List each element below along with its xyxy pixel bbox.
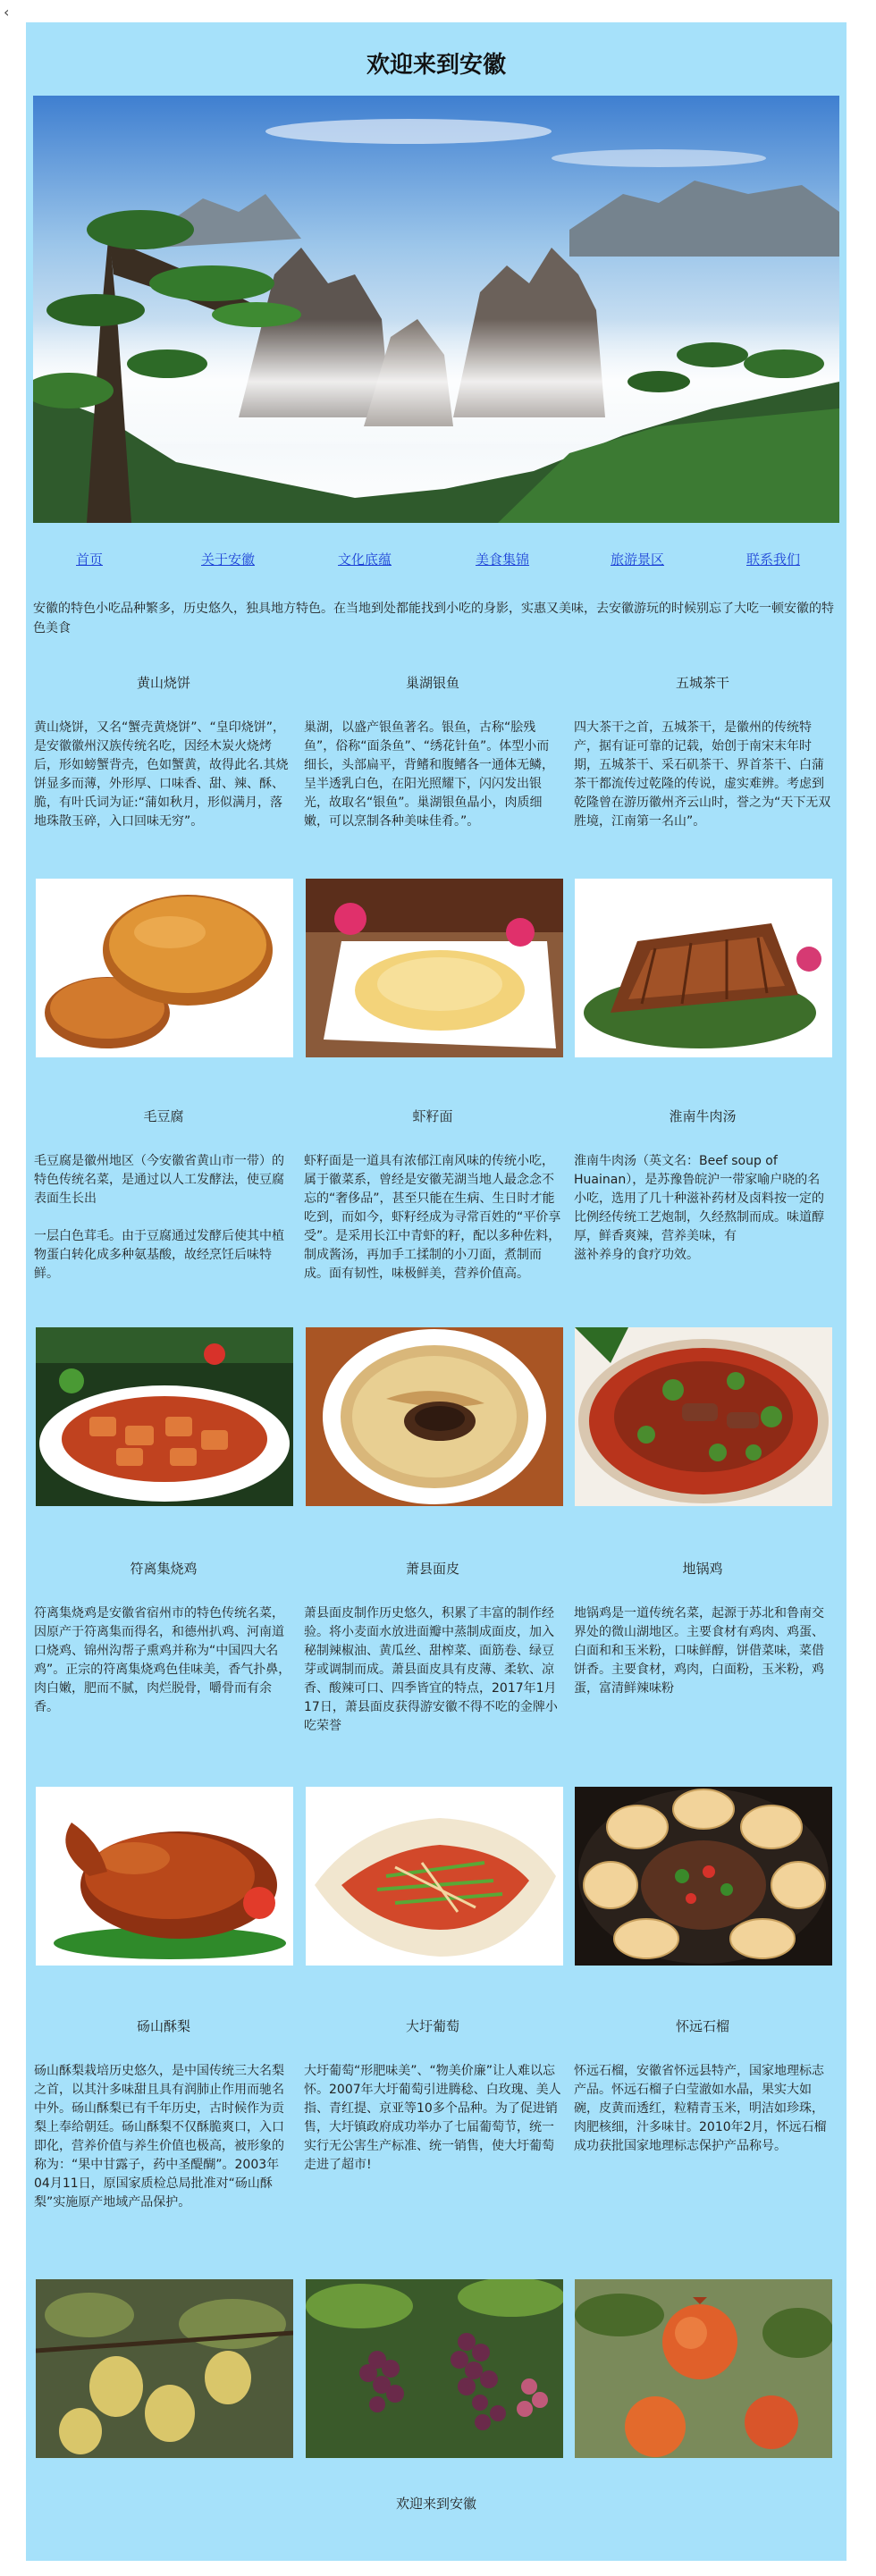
- food-description: 大圩葡萄“形肥味美”、“物美价廉”让人难以忘怀。2007年大圩葡萄引进腾稔、白玫瑰、美人指、青红提、京亚等10多个品种。为了促进销售，大圩镇政府成功举办了七届葡萄节，统一实行无公害生产标准、统一销售，使大圩葡萄走进了超市!: [304, 2064, 561, 2172]
- nav-link-about-anhui[interactable]: 关于安徽: [201, 551, 256, 568]
- food-description: 黄山烧饼，又名“蟹壳黄烧饼”、“皇印烧饼”，是安徽徽州汉族传统名吃，因经木炭火烧烤后，形如螃蟹背壳，色如蟹黄，故得此名.其烧饼显多而薄，外形厚、口味香、甜、辣、酥、脆，有叶氏词为证:“蒲如秋月，形似满月，落地珠散玉碎，入口回味无穷”。: [34, 720, 289, 829]
- hero-landscape-image: [33, 96, 839, 523]
- food-name: 大圩葡萄: [405, 2018, 459, 2034]
- food-image-huangshan-shaobing: [36, 879, 293, 1057]
- nav-link-scenic-spots[interactable]: 旅游景区: [611, 551, 665, 568]
- page-title: 欢迎来到安徽: [366, 52, 506, 79]
- nav-link-culture[interactable]: 文化底蕴: [338, 551, 392, 568]
- food-description: 巢湖，以盛产银鱼著名。银鱼，古称“脍残鱼”，俗称“面条鱼”、“绣花针鱼”。体型小而细长，头部扁平，背鳍和腹鳍各一通体无鳞，呈半透乳白色，在阳光照耀下，闪闪发出银光，故取名“银鱼”。巢湖银鱼晶小，肉质细嫩，可以烹制各种美味佳肴。”。: [304, 720, 554, 829]
- food-name: 黄山烧饼: [136, 675, 190, 691]
- food-image-diguo-chicken: [575, 1787, 832, 1966]
- food-description: 毛豆腐是徽州地区（今安徽省黄山市一带）的特色传统名菜，是通过以人工发酵法，使豆腐表面生长出 一层白色茸毛。由于豆腐通过发酵后使其中植物蛋白转化成多种氨基酸，故经烹饪后味特鲜。: [34, 1154, 284, 1281]
- food-image-shrimp-roe-noodles: [306, 1327, 563, 1506]
- food-image-huaiyuan-pomegranate: [575, 2279, 832, 2458]
- food-description: 虾籽面是一道具有浓郁江南风味的传统小吃，属于徽菜系，曾经是安徽芜湖当地人最念念不忘的“奢侈品”，甚至只能在生病、生日时才能吃到，而如今，虾籽经成为寻常百姓的“平价享受”。是采用长江中青虾的籽，配以多种佐料，制成酱汤，再加手工揉制的小刀面，煮制而成。面有韧性，味极鲜美，营养价值高。: [304, 1154, 561, 1281]
- back-chevron-icon[interactable]: ‹: [4, 4, 10, 21]
- food-name: 怀远石榴: [675, 2018, 729, 2034]
- food-name: 地锅鸡: [682, 1561, 723, 1577]
- food-name: 砀山酥梨: [136, 2018, 190, 2034]
- food-description: 地锅鸡是一道传统名菜，起源于苏北和鲁南交界处的微山湖地区。主要食材有鸡肉、鸡蛋、白面和和玉米粉，口味鲜醇，饼借菜味，菜借饼香。主要食材，鸡肉，白面粉，玉米粉，鸡蛋，富清鲜辣味粉: [574, 1606, 824, 1696]
- food-description: 符离集烧鸡是安徽省宿州市的特色传统名菜，因原产于符离集而得名，和德州扒鸡、河南道口烧鸡、锦州沟帮子熏鸡并称为“中国四大名鸡”。正宗的符离集烧鸡色佳味美，香气扑鼻，肉白嫩，肥而不腻，肉烂脱骨，嚼骨而有余香。: [34, 1606, 291, 1714]
- nav-link-contact[interactable]: 联系我们: [746, 551, 801, 568]
- food-image-chaohu-silverfish: [306, 879, 563, 1057]
- intro-paragraph: 安徽的特色小吃品种繁多，历史悠久，独具地方特色。在当地到处都能找到小吃的身影，实惠又美味，去安徽游玩的时候别忘了大吃一顿安徽的特色美食: [33, 602, 834, 636]
- food-description: 怀远石榴，安徽省怀远县特产，国家地理标志产品。怀远石榴子白莹澈如水晶，果实大如碗，皮黄而透红，粒精青玉米，明洁如珍珠，肉肥核细，汁多味甘。2010年2月，怀远石榴成功获批国家地理标志保护产品称号。: [574, 2064, 827, 2153]
- footer-text: 欢迎来到安徽: [395, 2496, 476, 2512]
- food-image-fuliji-roast-chicken: [36, 1787, 293, 1966]
- food-description: 砀山酥梨栽培历史悠久，是中国传统三大名梨之首，以其汁多味甜且具有润肺止作用而驰名中外。砀山酥梨已有千年历史，古时候作为贡梨上奉给朝廷。砀山酥梨不仅酥脆爽口，入口即化，营养价值与养生价值也极高，被形象的称为：“果中甘露子，药中圣醍醐”。2003年04月11日，原国家质检总局批准对“砀山酥梨”实施原产地域产品保护。: [34, 2064, 284, 2210]
- food-name: 毛豆腐: [143, 1108, 184, 1124]
- food-name: 符离集烧鸡: [130, 1561, 198, 1577]
- food-image-dangshan-pear: [36, 2279, 293, 2458]
- food-description: 淮南牛肉汤（英文名：Beef soup of Huainan），是苏豫鲁皖沪一带家喻户晓的名小吃，选用了几十种滋补药材及卤料按一定的比例经传统工艺炮制，久经熬制而成。味道醇厚，鲜香爽辣，营养美味，有 滋补养身的食疗功效。: [574, 1154, 824, 1262]
- food-image-xiaoxian-mianpi: [306, 1787, 563, 1966]
- nav-link-home[interactable]: 首页: [76, 551, 104, 568]
- food-image-mao-tofu: [36, 1327, 293, 1506]
- food-name: 巢湖银鱼: [405, 675, 459, 691]
- food-name: 五城茶干: [675, 675, 729, 691]
- food-name: 萧县面皮: [405, 1561, 459, 1577]
- food-name: 虾籽面: [412, 1108, 453, 1124]
- food-description: 萧县面皮制作历史悠久，积累了丰富的制作经验。将小麦面水放进面瓣中蒸制成面皮，加入秘制辣椒油、黄瓜丝、甜榨菜、面筋卷、绿豆芽或调制而成。萧县面皮具有皮薄、柔软、凉香、酸辣可口、四季皆宜的特点，2017年1月17日，萧县面皮获得游安徽不得不吃的金牌小吃荣誉: [304, 1606, 558, 1733]
- food-image-wucheng-dried-tofu: [575, 879, 832, 1057]
- nav-link-food[interactable]: 美食集锦: [476, 551, 530, 568]
- food-image-huainan-beef-soup: [575, 1327, 832, 1506]
- food-image-daxu-grapes: [306, 2279, 563, 2458]
- food-name: 淮南牛肉汤: [669, 1108, 737, 1124]
- food-description: 四大茶干之首，五城茶干，是徽州的传统特产，据有证可靠的记载，始创于南宋末年时期，五城茶干、采石矶茶干、界首茶干、白蒲茶干都流传过乾隆的传说，虚实难辨。考虑到乾隆曾在游历徽州齐云山时，誉之为“天下无双胜境，江南第一名山”。: [574, 720, 831, 829]
- page-container: [26, 22, 847, 2561]
